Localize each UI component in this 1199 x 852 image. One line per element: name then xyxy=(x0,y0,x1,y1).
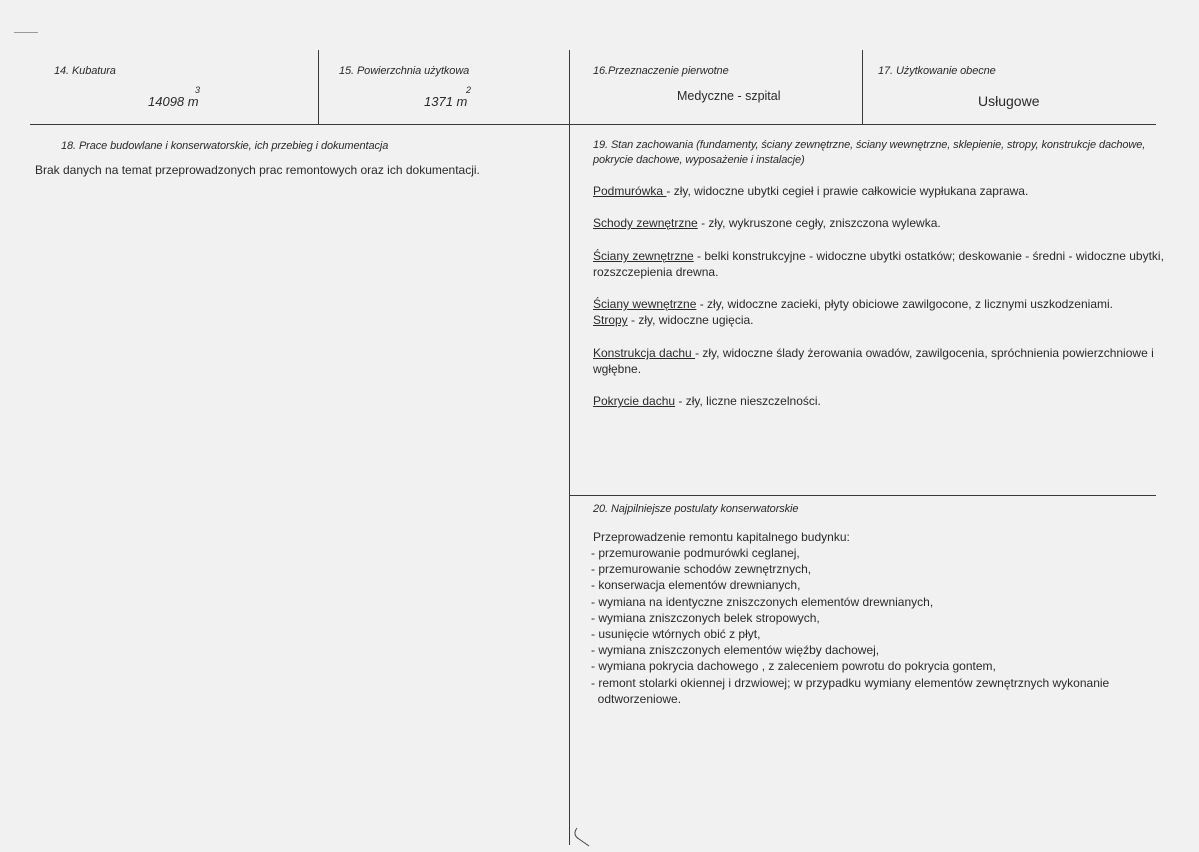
stan-desc: - zły, wykruszone cegły, zniszczona wylewka. xyxy=(697,216,941,230)
stan-term: Konstrukcja dachu xyxy=(593,346,696,360)
postulat-item: - wymiana zniszczonych belek stropowych, xyxy=(591,610,820,625)
stan-term: Ściany zewnętrzne xyxy=(593,249,694,263)
header-row-divider xyxy=(30,124,1156,125)
stan-item-stropy xyxy=(593,312,754,328)
postulat-item: - przemurowanie schodów zewnętrznych, xyxy=(591,562,812,577)
stan-desc: - belki konstrukcyjne - widoczne ubytki ostatków; deskowanie - średni - widoczne ubytki, xyxy=(693,249,1164,263)
powierzchnia-label: 15. Powierzchnia użytkowa xyxy=(339,65,470,77)
stan-item-konstrukcja-dachu xyxy=(593,345,1154,377)
stan-item-schody xyxy=(593,215,941,231)
przeznaczenie-value: Medyczne - szpital xyxy=(677,89,781,103)
stan-term: Stropy xyxy=(593,313,628,327)
prace-text: Brak danych na temat przeprowadzonych prac remontowych oraz ich dokumentacji. xyxy=(35,163,480,177)
prace-label: 18. Prace budowlane i konserwatorskie, ich przebieg i dokumentacja xyxy=(61,140,389,152)
postulat-item: - usunięcie wtórnych obić z płyt, xyxy=(591,627,761,642)
postulaty-label: 20. Najpilniejsze postulaty konserwatorskie xyxy=(593,503,799,515)
postulaty-intro: Przeprowadzenie remontu kapitalnego budynku: xyxy=(593,530,850,544)
divider-16-17 xyxy=(862,50,863,124)
stan-term: Ściany wewnętrzne xyxy=(593,297,697,311)
stan-desc-cont: wgłębne. xyxy=(593,362,642,376)
section-20-divider xyxy=(569,495,1156,496)
postulaty-list xyxy=(591,545,1109,707)
stan-desc-cont: rozszczepienia drewna. xyxy=(593,265,719,279)
postulat-item: - przemurowanie podmurówki ceglanej, xyxy=(591,546,800,560)
postulat-item: - konserwacja elementów drewnianych, xyxy=(591,578,801,593)
kubatura-label: 14. Kubatura xyxy=(54,65,116,77)
divider-14-15 xyxy=(318,50,319,124)
stan-term: Schody zewnętrzne xyxy=(593,216,698,230)
powierzchnia-unit-exponent: 2 xyxy=(466,85,472,95)
divider-main xyxy=(569,50,570,845)
scan-mark xyxy=(14,32,38,33)
stan-desc: - zły, widoczne ślady żerowania owadów, zawilgocenia, spróchnienia powierzchniowe i xyxy=(695,346,1154,360)
postulat-item: - wymiana na identyczne zniszczonych elementów drewnianych, xyxy=(591,594,934,609)
postulat-item: - remont stolarki okiennej i drzwiowej; w przypadku wymiany elementów zewnętrznych wykonanie xyxy=(591,675,1110,690)
stan-item-sciany-wewnetrzne xyxy=(593,296,1113,312)
stan-term: Pokrycie dachu xyxy=(593,394,676,408)
uzytkowanie-value: Usługowe xyxy=(978,93,1040,109)
pen-mark xyxy=(571,826,593,850)
kubatura-unit-exponent: 3 xyxy=(195,85,201,95)
stan-desc: - zły, widoczne ugięcia. xyxy=(627,313,754,327)
stan-desc: - zły, liczne nieszczelności. xyxy=(675,394,821,408)
stan-desc: - zły, widoczne ubytki cegieł i prawie całkowicie wypłukana zaprawa. xyxy=(666,184,1029,198)
postulat-item: - wymiana zniszczonych elementów więźby dachowej, xyxy=(591,643,880,658)
postulat-item: - wymiana pokrycia dachowego , z zaleceniem powrotu do pokrycia gontem, xyxy=(591,659,996,674)
stan-item-podmurowka xyxy=(593,183,1028,199)
kubatura-value: 14098 m xyxy=(148,94,199,109)
stan-item-sciany-zewnetrzne xyxy=(593,248,1164,280)
uzytkowanie-label: 17. Użytkowanie obecne xyxy=(878,65,996,77)
postulat-item: odtworzeniowe. xyxy=(591,691,682,706)
stan-term: Podmurówka xyxy=(593,184,667,198)
stan-desc: - zły, widoczne zacieki, płyty obiciowe zawilgocone, z licznymi uszkodzeniami. xyxy=(696,297,1113,311)
stan-label-line1: 19. Stan zachowania (fundamenty, ściany zewnętrzne, ściany wewnętrzne, sklepienie, stropy, konstrukcje dachowe, xyxy=(593,139,1146,151)
stan-item-pokrycie-dachu xyxy=(593,393,821,409)
powierzchnia-value: 1371 m xyxy=(424,94,468,109)
stan-label-line2: pokrycie dachowe, wyposażenie i instalacje) xyxy=(593,154,805,166)
przeznaczenie-label: 16.Przeznaczenie pierwotne xyxy=(593,65,729,77)
